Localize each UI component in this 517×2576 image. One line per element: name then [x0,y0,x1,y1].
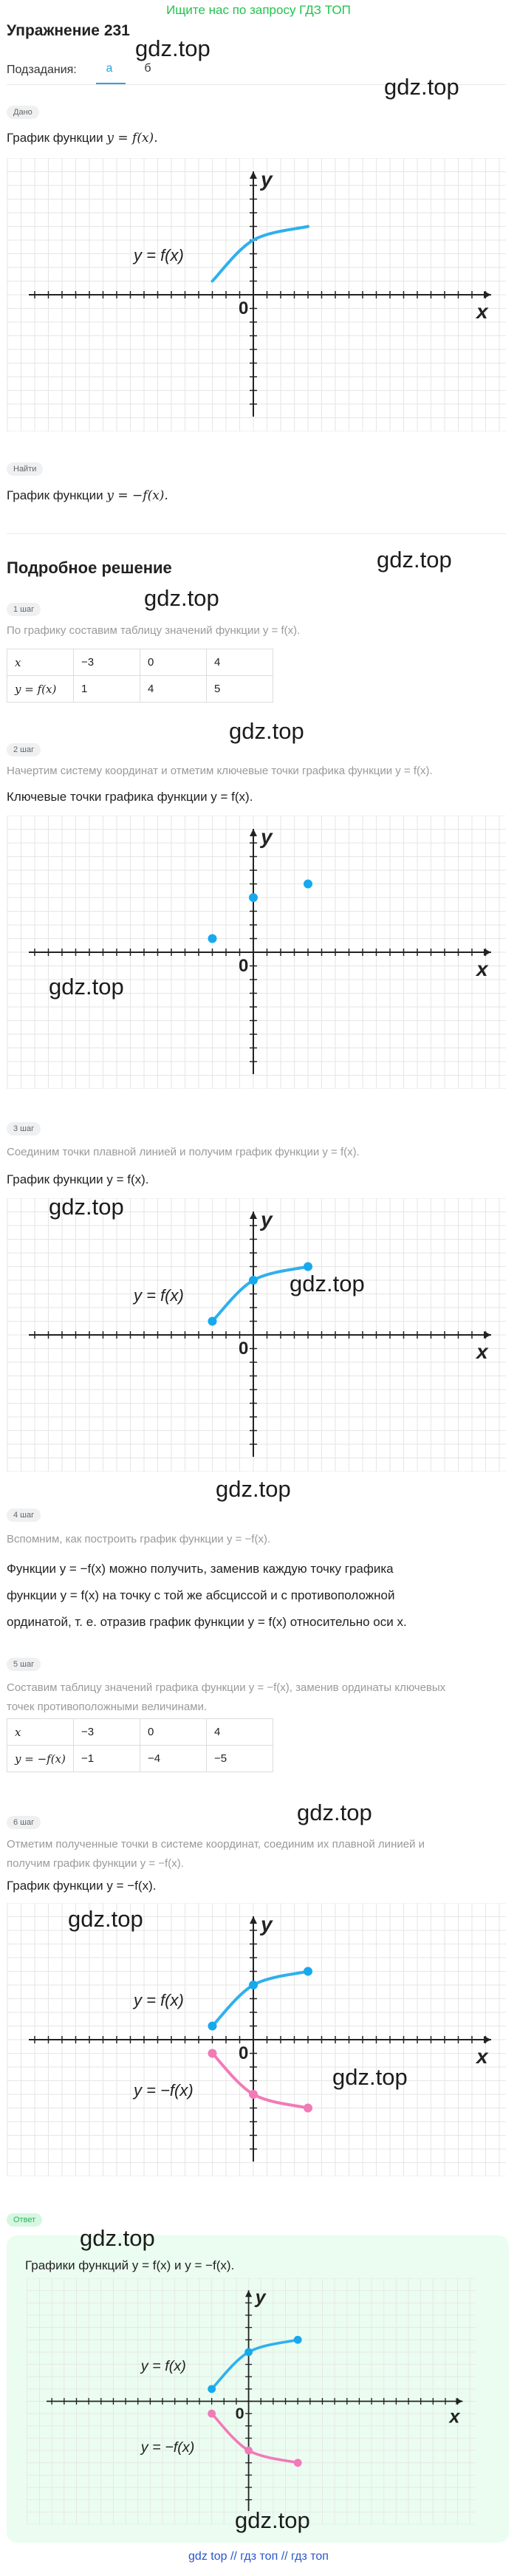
key-point [208,935,217,943]
watermark: gdz.top [68,1906,143,1932]
watermark: gdz.top [377,547,452,573]
watermark: gdz.top [135,35,210,61]
table-cell: 0 [140,1719,207,1746]
table-cell: −4 [140,1746,207,1772]
x-axis-label: x [449,2406,460,2428]
watermark: gdz.top [229,718,304,744]
watermark: gdz.top [49,974,124,1000]
table-cell: −3 [74,649,140,676]
table-cell: −1 [74,1746,140,1772]
watermark: gdz.top [216,1476,291,1502]
key-point [294,2336,302,2344]
watermark: gdz.top [297,1800,372,1825]
key-point-neg [208,2049,217,2058]
answer-chip: Ответ [7,2213,42,2227]
step-chip: 2 шаг [7,743,41,756]
step-chip: 1 шаг [7,603,41,616]
key-point [304,1263,312,1271]
coordinate-plane [7,816,506,1089]
y-axis-label: y [261,825,273,848]
find-chip: Найти [7,462,43,476]
coordinate-plane [27,2278,476,2524]
step-chip: 4 шаг [7,1509,41,1522]
table-row [7,676,273,703]
tab-subtask-b[interactable]: б [144,62,151,75]
watermark: gdz.top [144,585,219,611]
given-text: График функции y = f(x). [7,131,158,146]
curve-f-label: y = f(x) [140,2358,186,2375]
table-cell: y = f(x) [7,676,74,703]
watermark: gdz.top [332,2064,408,2090]
key-point-neg [304,2104,312,2113]
table-cell: x [7,1719,74,1746]
watermark: gdz.top [290,1271,365,1296]
promo-banner[interactable]: Ищите нас по запросу ГДЗ ТОП [166,3,351,17]
table-cell: x [7,649,74,676]
step-chip: 5 шаг [7,1658,41,1671]
values-table-neg-f [7,1718,273,1772]
origin-label: 0 [235,2403,244,2422]
answer-caption: Графики функций y = f(x) и y = −f(x). [25,2258,235,2272]
origin-label: 0 [239,956,249,976]
key-point [249,1981,258,1989]
step-caption: График функции y = −f(x). [7,1879,157,1893]
table-cell: −5 [207,1746,273,1772]
watermark: gdz.top [235,2507,310,2533]
key-point-neg [294,2459,302,2467]
given-chip: Дано [7,106,39,119]
divider [7,533,506,534]
key-point [244,2348,253,2357]
step-chip: 3 шаг [7,1122,41,1135]
curve-f-label: y = f(x) [134,1991,184,2009]
x-axis-label: x [476,300,488,323]
table-row [7,1746,273,1772]
tab-subtask-a[interactable]: а [106,62,113,75]
curve-neg-f-label: y = −f(x) [134,2081,194,2100]
key-point-neg [249,2090,258,2099]
key-point [304,1967,312,1976]
watermark: gdz.top [80,2225,155,2251]
y-axis-label: y [255,2287,266,2309]
step-text: Соединим точки плавной линией и получим график функции y = f(x). [7,1146,360,1158]
table-cell: 4 [207,649,273,676]
step-text: Отметим полученные точки в системе координат, соединим их плавной линией и получим график функции y = −f(x). [7,1838,425,1870]
watermark: gdz.top [384,74,459,100]
step-caption: График функции y = f(x). [7,1172,149,1186]
step-caption: Ключевые точки графика функции y = f(x). [7,790,253,804]
values-table-f [7,649,273,703]
key-point [208,1317,217,1326]
table-cell: 4 [207,1719,273,1746]
curve-f-label: y = f(x) [134,246,184,264]
graph-both [7,1903,506,2180]
footer-links[interactable]: gdz top // гдз топ // гдз топ [188,2550,329,2563]
origin-label: 0 [239,1339,249,1359]
key-point [249,893,258,902]
find-text: График функции y = −f(x). [7,488,168,503]
step-text: Вспомним, как построить график функции y = −f(x). [7,1533,271,1545]
table-cell: y = −f(x) [7,1746,74,1772]
step-text: Составим таблицу значений графика функции y = −f(x), заменив ординаты ключевых точек противоположными величинами. [7,1681,446,1713]
page-title: Упражнение 231 [7,22,130,39]
y-axis-label: y [261,1913,273,1936]
key-point-neg [208,2410,216,2418]
active-tab-indicator [96,83,126,84]
graph-given [7,158,506,435]
x-axis-label: x [476,2045,488,2068]
step-paragraph: Функции y = −f(x) можно получить, заменив каждую точку графика функции y = f(x) на точку с той же абсциссой и с противоположной ординатой, т. е. отразив график функции y = f(x) относительно оси x. [7,1562,407,1629]
coordinate-plane [7,1903,506,2176]
table-row [7,649,273,676]
table-row [7,1719,273,1746]
solution-title: Подробное решение [7,558,172,577]
step-text: По графику составим таблицу значений функции y = f(x). [7,624,301,637]
key-point [208,2022,217,2031]
curve-neg-f-label: y = −f(x) [140,2439,195,2456]
step-chip: 6 шаг [7,1816,41,1829]
graph-answer [27,2278,476,2528]
subtasks-label: Подзадания: [7,64,77,76]
x-axis-label: x [476,957,488,980]
step-text: Начертим систему координат и отметим ключевые точки графика функции y = f(x). [7,765,433,777]
table-cell: −3 [74,1719,140,1746]
table-cell: 5 [207,676,273,703]
key-point-neg [244,2447,253,2455]
watermark: gdz.top [49,1194,124,1220]
y-axis-label: y [261,168,273,191]
key-point [208,2385,216,2393]
table-cell: 4 [140,676,207,703]
graph-f-curve [7,1198,506,1475]
key-point [249,1276,258,1285]
x-axis-label: x [476,1340,488,1363]
key-point [304,880,312,889]
y-axis-label: y [261,1208,273,1231]
origin-label: 0 [239,298,249,318]
curve-f-label: y = f(x) [134,1286,184,1305]
table-cell: 1 [74,676,140,703]
coordinate-plane [7,158,506,431]
graph-key-points [7,816,506,1093]
table-cell: 0 [140,649,207,676]
coordinate-plane [7,1198,506,1472]
origin-label: 0 [239,2043,249,2063]
